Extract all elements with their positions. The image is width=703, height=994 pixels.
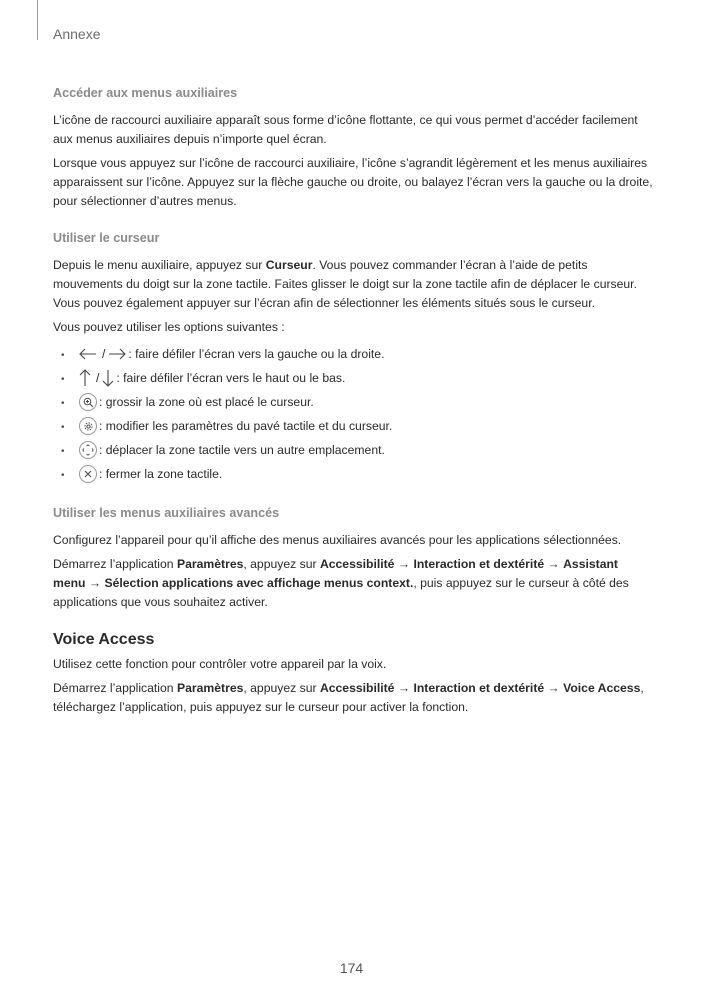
option-text: : grossir la zone où est placé le curseur. bbox=[99, 394, 314, 409]
option-text: : faire défiler l’écran vers le haut ou le bas. bbox=[116, 370, 346, 385]
options-list bbox=[53, 342, 653, 486]
list-item bbox=[53, 366, 653, 390]
separator: / bbox=[96, 370, 100, 385]
close-icon bbox=[79, 465, 97, 483]
bullet: • bbox=[61, 470, 65, 481]
header-divider bbox=[37, 0, 38, 40]
arrow-up-icon bbox=[79, 369, 91, 387]
bullet: • bbox=[61, 422, 65, 433]
bullet: • bbox=[61, 374, 65, 385]
option-text: : déplacer la zone tactile vers un autre emplacement. bbox=[99, 442, 385, 457]
arrow-left-icon bbox=[79, 348, 97, 360]
section-heading-cursor: Utiliser le curseur bbox=[53, 231, 160, 245]
paragraph: Depuis le menu auxiliaire, appuyez sur Curseur. Vous pouvez commander l’écran à l’aide de petits mouvements du doigt sur la zone tactile. Faites glisser le doigt sur la zone tactile afin de déplacer le curseur. Vous pouvez également appuyer sur l’écran afin de sélectionner les éléments situés sous le curseur. bbox=[53, 258, 637, 310]
option-text: : fermer la zone tactile. bbox=[99, 466, 223, 481]
bullet: • bbox=[61, 350, 65, 361]
paragraph: Configurez l’appareil pour qu’il affiche des menus auxiliaires avancés pour les applications sélectionnées. bbox=[53, 533, 622, 547]
move-icon bbox=[79, 441, 97, 459]
paragraph: Lorsque vous appuyez sur l’icône de raccourci auxiliaire, l’icône s’agrandit légèrement et les menus auxiliaires apparaissent sur l’icône. Appuyez sur la flèche gauche ou droite, ou balayez l’écran vers la gauche ou la droite, pour sélectionner d’autres menus. bbox=[53, 156, 653, 208]
page-header-title: Annexe bbox=[53, 26, 101, 42]
section-heading-auxiliary-menus: Accéder aux menus auxiliaires bbox=[53, 86, 238, 100]
paragraph: Vous pouvez utiliser les options suivantes : bbox=[53, 320, 285, 334]
separator: / bbox=[102, 346, 106, 361]
arrow-down-icon bbox=[102, 369, 114, 387]
option-text: : modifier les paramètres du pavé tactile et du curseur. bbox=[99, 418, 393, 433]
list-item bbox=[53, 390, 653, 414]
option-text: : faire défiler l’écran vers la gauche ou la droite. bbox=[128, 346, 385, 361]
arrow-right-icon bbox=[108, 348, 126, 360]
list-item bbox=[53, 462, 653, 486]
section-cursor bbox=[53, 229, 653, 486]
section-heading-voice-access: Voice Access bbox=[53, 631, 155, 648]
page-content bbox=[53, 84, 653, 722]
bullet: • bbox=[61, 446, 65, 457]
zoom-icon bbox=[79, 393, 97, 411]
page-number: 174 bbox=[339, 960, 364, 976]
paragraph: Utilisez cette fonction pour contrôler votre appareil par la voix. bbox=[53, 657, 387, 671]
gear-icon bbox=[79, 417, 97, 435]
list-item bbox=[53, 342, 653, 366]
bullet: • bbox=[61, 398, 65, 409]
paragraph: Démarrez l’application Paramètres, appuyez sur Accessibilité → Interaction et dextérité → Voice Access, téléchargez l’application, puis appuyez sur le curseur pour activer la fonction. bbox=[53, 681, 644, 714]
list-item bbox=[53, 438, 653, 462]
paragraph: L’icône de raccourci auxiliaire apparaît sous forme d’icône flottante, ce qui vous permet d’accéder facilement aux menus auxiliaires depuis n’importe quel écran. bbox=[53, 113, 638, 146]
paragraph: Démarrez l’application Paramètres, appuyez sur Accessibilité → Interaction et dextérité → Assistant menu → Sélection applications avec affichage menus context., puis appuyez sur le curseur à côté des applications que vous souhaitez activer. bbox=[53, 557, 629, 609]
section-advanced-menus bbox=[53, 504, 653, 612]
section-heading-advanced-menus: Utiliser les menus auxiliaires avancés bbox=[53, 506, 280, 520]
list-item bbox=[53, 414, 653, 438]
